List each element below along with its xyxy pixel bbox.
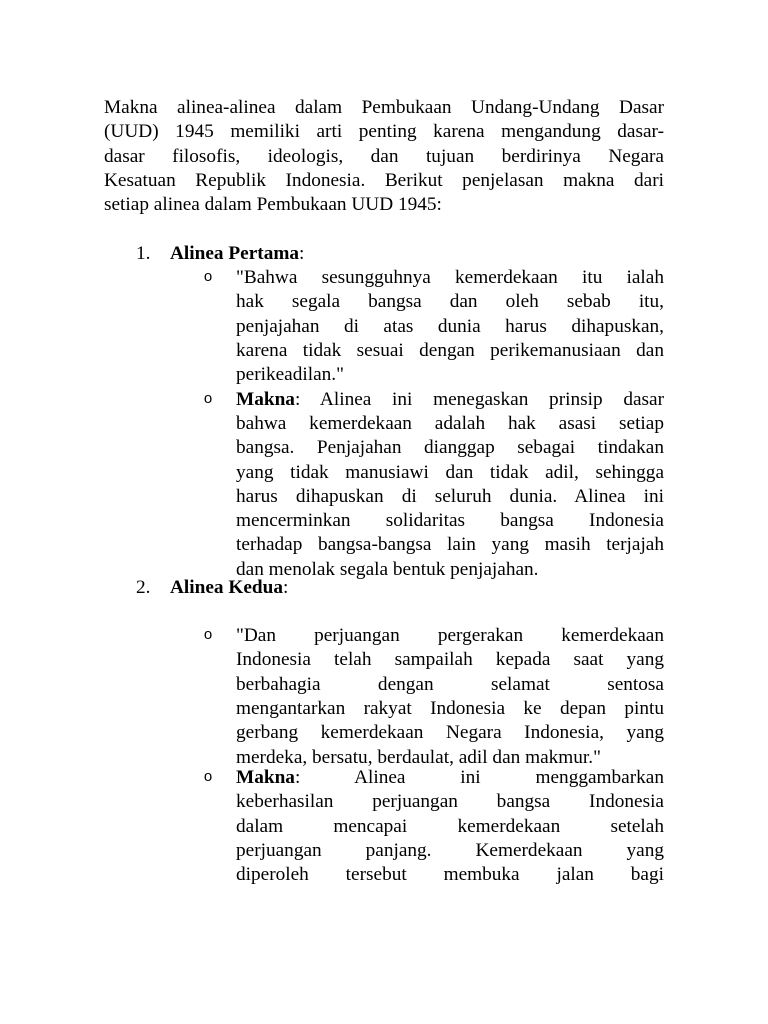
section-title: Alinea Kedua	[170, 577, 284, 598]
meaning-line: perjuangan panjang. Kemerdekaan yang	[236, 839, 664, 861]
meaning-colon: :	[294, 388, 301, 410]
meaning-line: dalam mencapai kemerdekaan setelah	[236, 815, 664, 837]
meaning-line: mencerminkan solidaritas bangsa Indonesia	[236, 510, 664, 532]
section-heading-alinea-pertama	[136, 242, 304, 266]
meaning-label: Makna	[236, 767, 295, 788]
meaning-line: yang tidak manusiawi dan tidak adil, sehingga	[236, 461, 664, 483]
meaning-label: Makna	[236, 388, 295, 410]
quote-line: karena tidak sesuai dengan perikemanusiaan dan	[236, 340, 664, 361]
intro-line: Makna alinea-alinea dalam Pembukaan Undang-Undang Dasar	[104, 97, 664, 118]
meaning-line	[236, 766, 664, 790]
intro-line: setiap alinea dalam Pembukaan UUD 1945:	[104, 194, 442, 216]
intro-line: dasar filosofis, ideologis, dan tujuan berdirinya Negara	[104, 145, 664, 167]
meaning-line: diperoleh tersebut membuka jalan bagi	[236, 864, 664, 886]
meaning-line: terhadap bangsa-bangsa lain yang masih terjajah	[236, 534, 664, 556]
meaning-line: dan menolak segala bentuk penjajahan.	[236, 558, 539, 580]
meaning-line	[236, 388, 664, 412]
bullet-marker: o	[203, 626, 213, 643]
bullet-marker: o	[203, 268, 213, 286]
quote-line: gerbang kemerdekaan Negara Indonesia, yang	[236, 722, 664, 744]
section-number: 2.	[136, 577, 151, 598]
meaning-line: bahwa kemerdekaan adalah hak asasi setiap	[236, 412, 664, 434]
bullet-marker: o	[203, 768, 213, 785]
meaning-colon: :	[294, 767, 301, 788]
meaning-line: bangsa. Penjajahan dianggap sebagai tindakan	[236, 437, 664, 459]
quote-line: mengantarkan rakyat Indonesia ke depan pintu	[236, 697, 664, 719]
section-colon: :	[283, 577, 289, 598]
section-heading-alinea-kedua	[136, 576, 288, 600]
section-number: 1.	[136, 242, 151, 264]
quote-line: perikeadilan."	[236, 364, 344, 386]
quote-line: merdeka, bersatu, berdaulat, adil dan makmur."	[236, 746, 601, 768]
intro-line: (UUD) 1945 memiliki arti penting karena mengandung dasar-	[104, 121, 664, 143]
meaning-line: harus dihapuskan di seluruh dunia. Alinea ini	[236, 485, 664, 507]
quote-line: "Bahwa sesungguhnya kemerdekaan itu ialah	[236, 267, 664, 289]
bullet-marker: o	[203, 389, 213, 407]
quote-line: Indonesia telah sampailah kepada saat yang	[236, 649, 664, 671]
intro-line: Kesatuan Republik Indonesia. Berikut penjelasan makna dari	[104, 169, 664, 191]
meaning-text: Alinea ini menegaskan prinsip dasar	[300, 388, 664, 410]
meaning-line: keberhasilan perjuangan bangsa Indonesia	[236, 791, 664, 813]
quote-line: hak segala bangsa dan oleh sebab itu,	[236, 291, 664, 313]
quote-line: berbahagia dengan selamat sentosa	[236, 673, 664, 695]
quote-line: "Dan perjuangan pergerakan kemerdekaan	[236, 625, 664, 646]
section-title: Alinea Pertama	[170, 242, 300, 264]
meaning-text: Alinea ini menggambarkan	[300, 767, 664, 788]
section-colon: :	[299, 242, 305, 264]
quote-line: penjajahan di atas dunia harus dihapuskan,	[236, 315, 664, 337]
